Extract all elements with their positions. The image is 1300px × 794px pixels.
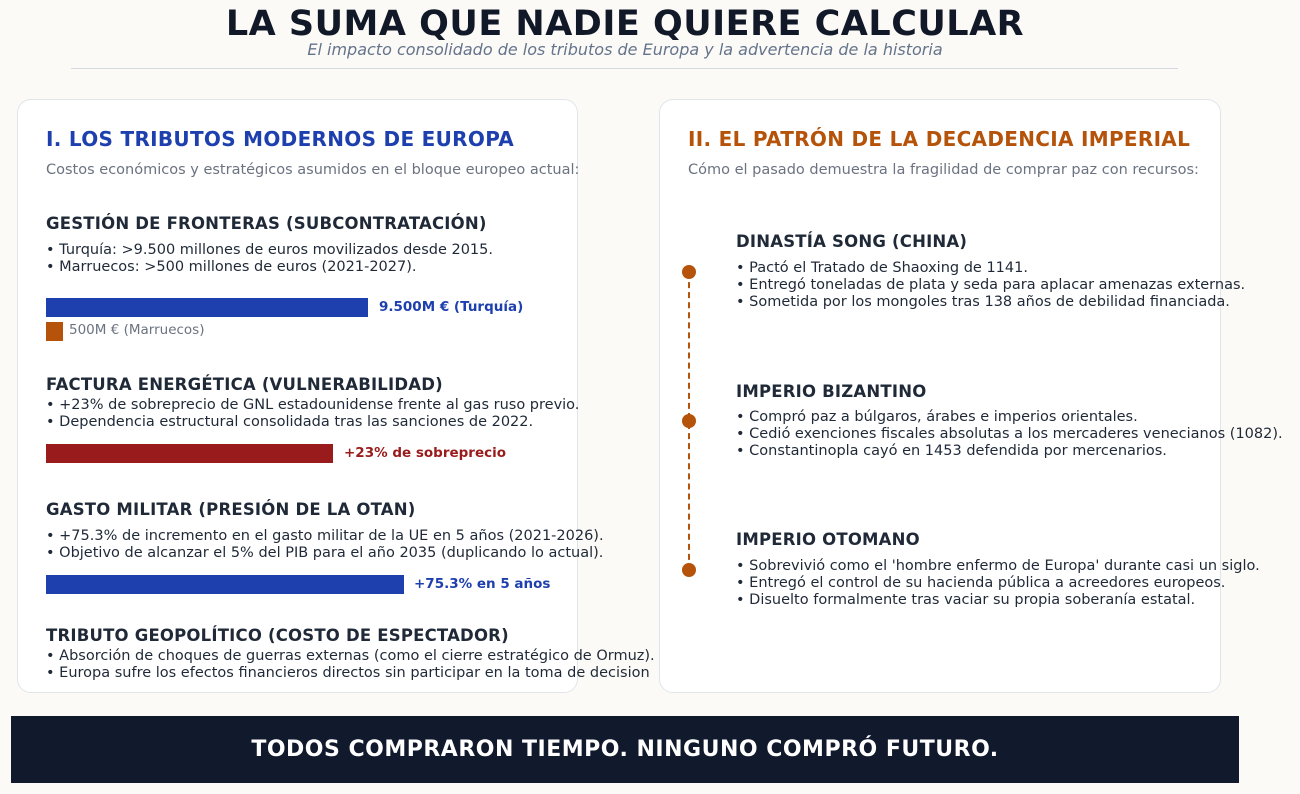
byzantine-bullet: • Constantinopla cayó en 1453 defendida por mercenarios. (736, 442, 1167, 459)
borders-bullet: • Turquía: >9.500 millones de euros movilizados desde 2015. (46, 242, 493, 258)
geopolitical-bullet: • Europa sufre los efectos financieros directos sin participar en la toma de decision (46, 664, 650, 681)
song-bullet: • Pactó el Tratado de Shaoxing de 1141. (736, 260, 1028, 276)
timeline-dot (682, 563, 696, 577)
byzantine-bullets (736, 409, 1283, 459)
geopolitical-bullet: • Absorción de choques de guerras externas (como el cierre estratégico de Ormuz). (46, 648, 655, 664)
military-bullets (46, 528, 604, 562)
borders-bullets (46, 242, 493, 276)
military-heading: GASTO MILITAR (PRESIÓN DE LA OTAN) (46, 500, 416, 519)
energy-bar-label: +23% de sobreprecio (344, 445, 507, 461)
song-bullet: • Sometida por los mongoles tras 138 años de debilidad financiada. (736, 293, 1230, 310)
timeline-dot (682, 414, 696, 428)
energy-bullet: • +23% de sobreprecio de GNL estadounidense frente al gas ruso previo. (46, 397, 580, 413)
turkey-bar-label: 9.500M € (Turquía) (379, 299, 524, 315)
military-bar (46, 575, 404, 594)
timeline-dot (682, 265, 696, 279)
page-title: LA SUMA QUE NADIE QUIERE CALCULAR (225, 4, 1025, 44)
ottoman-bullet: • Entregó el control de su hacienda pública a acreedores europeos. (736, 574, 1226, 591)
modern-tributes-card (17, 99, 578, 693)
modern-tributes-title: I. LOS TRIBUTOS MODERNOS DE EUROPA (46, 127, 515, 151)
borders-heading: GESTIÓN DE FRONTERAS (SUBCONTRATACIÓN) (46, 214, 487, 233)
military-bullet: • +75.3% de incremento en el gasto militar de la UE en 5 años (2021-2026). (46, 528, 604, 544)
ottoman-bullet: • Sobrevivió como el 'hombre enfermo de Europa' durante casi un siglo. (736, 558, 1260, 574)
military-bullet: • Objetivo de alcanzar el 5% del PIB para el año 2035 (duplicando lo actual). (46, 544, 604, 561)
energy-bullet: • Dependencia estructural consolidada tras las sanciones de 2022. (46, 413, 534, 430)
modern-tributes-intro: Costos económicos y estratégicos asumidos en el bloque europeo actual: (46, 162, 580, 178)
turkey-bar (46, 298, 368, 317)
borders-bullet: • Marruecos: >500 millones de euros (2021-2027). (46, 258, 417, 275)
ottoman-bullet: • Disuelto formalmente tras vaciar su propia soberanía estatal. (736, 591, 1196, 608)
morocco-bar (46, 322, 63, 341)
byzantine-bullet: • Compró paz a búlgaros, árabes e imperios orientales. (736, 409, 1138, 425)
byzantine-bullet: • Cedió exenciones fiscales absolutas a los mercaderes venecianos (1082). (736, 425, 1283, 442)
military-bar-label: +75.3% en 5 años (414, 576, 551, 592)
geopolitical-bullets (46, 648, 657, 682)
ottoman-bullets (736, 558, 1260, 608)
energy-heading: FACTURA ENERGÉTICA (VULNERABILIDAD) (46, 375, 443, 394)
imperial-decline-intro: Cómo el pasado demuestra la fragilidad de comprar paz con recursos: (688, 162, 1199, 178)
ottoman-heading: IMPERIO OTOMANO (736, 530, 920, 549)
byzantine-heading: IMPERIO BIZANTINO (736, 382, 927, 401)
energy-bullets (46, 397, 579, 431)
header-divider (71, 68, 1178, 69)
imperial-decline-title: II. EL PATRÓN DE LA DECADENCIA IMPERIAL (688, 127, 1191, 151)
morocco-bar-label: 500M € (Marruecos) (69, 322, 205, 338)
geopolitical-heading: TRIBUTO GEOPOLÍTICO (COSTO DE ESPECTADOR) (46, 626, 509, 645)
footer-banner: TODOS COMPRARON TIEMPO. NINGUNO COMPRÓ FUTURO. (11, 716, 1239, 783)
song-bullets (736, 260, 1245, 310)
song-bullet: • Entregó toneladas de plata y seda para aplacar amenazas externas. (736, 276, 1246, 293)
page-subtitle: El impacto consolidado de los tributos de Europa y la advertencia de la historia (307, 40, 943, 59)
energy-bar (46, 444, 333, 463)
song-heading: DINASTÍA SONG (CHINA) (736, 232, 968, 251)
